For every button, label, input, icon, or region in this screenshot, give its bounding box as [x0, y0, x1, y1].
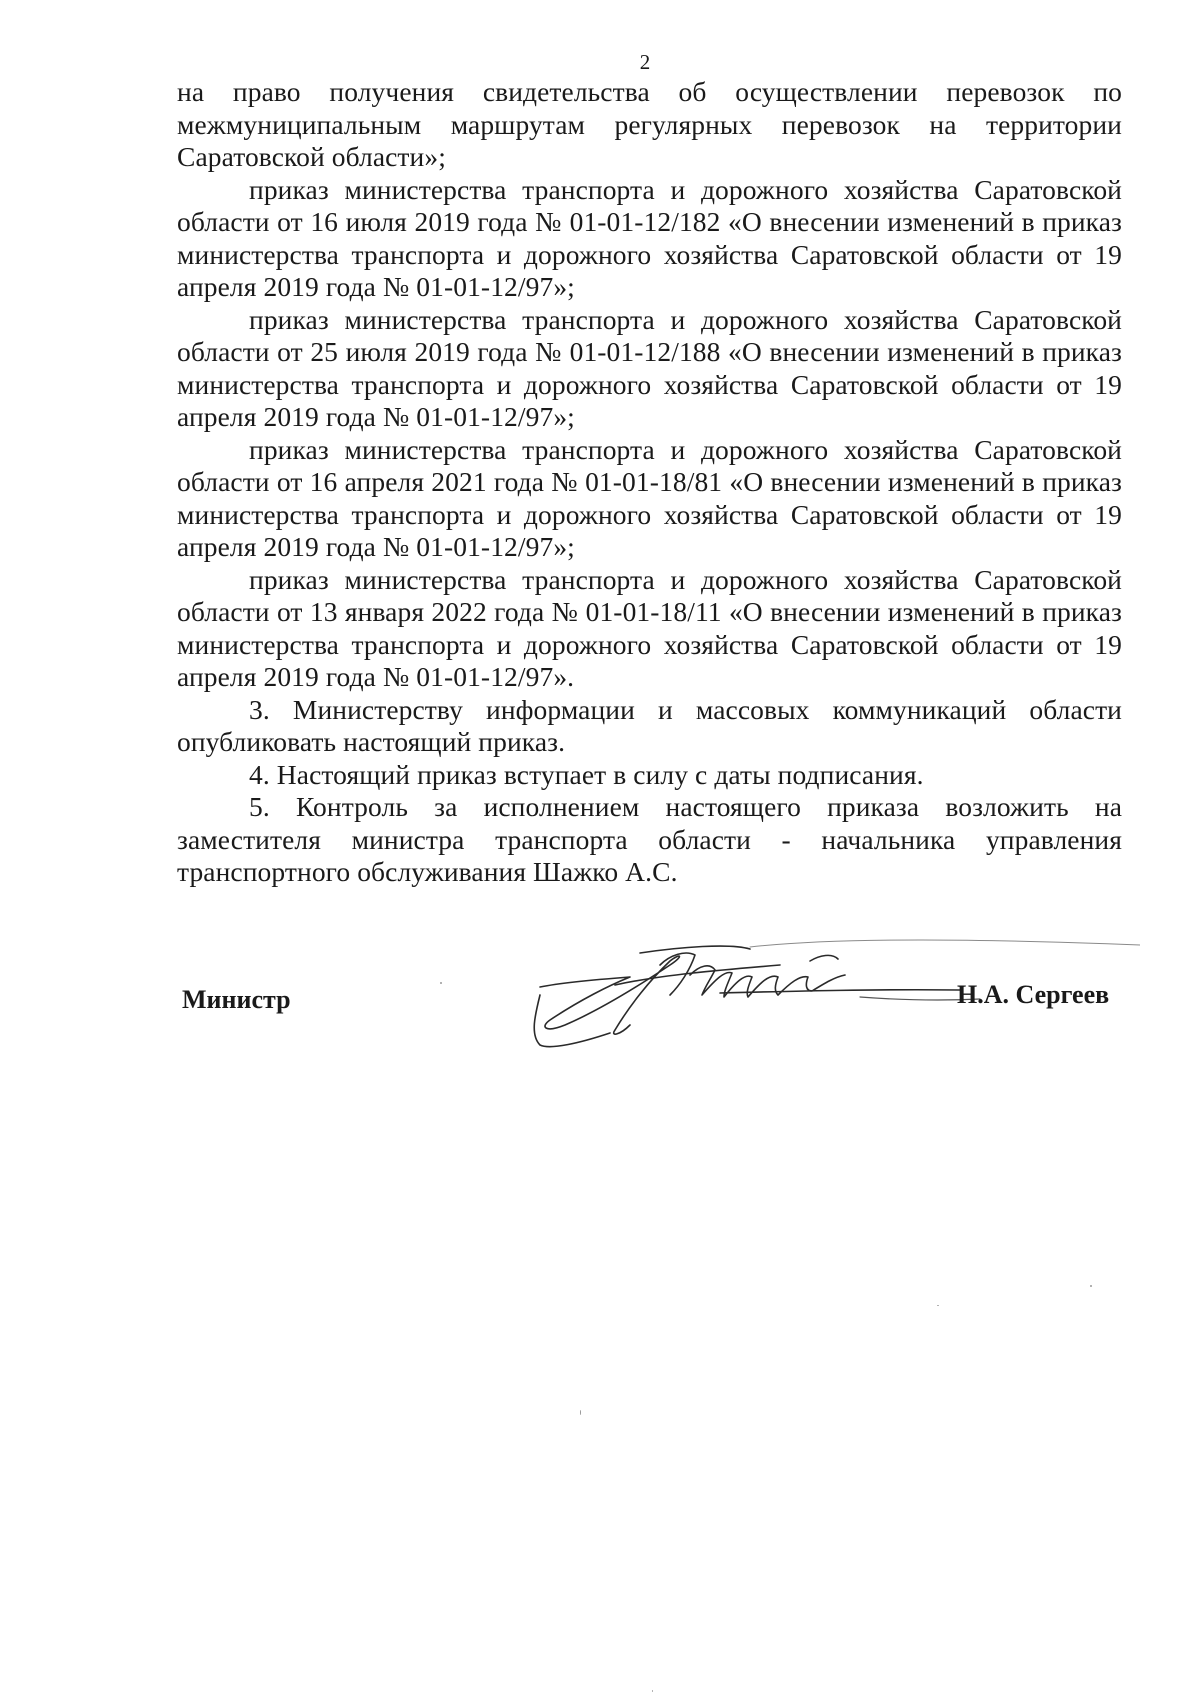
paragraph: на право получения свидетельства об осуществлении перевозок по межмуниципальным маршрутам регулярных перевозок на территории Саратовской области»; [177, 76, 1122, 172]
signatory-title: Министр [182, 985, 291, 1014]
signatory-name: Н.А. Сергеев [957, 980, 1110, 1009]
paragraph: 4. Настоящий приказ вступает в силу с даты подписания. [249, 758, 924, 790]
paragraph: 5. Контроль за исполнением настоящего приказа возложить на заместителя министра транспорта области - начальника управления транспортного обслуживания Шажко А.С. [177, 791, 1122, 887]
document-body [177, 76, 1122, 889]
scan-speck [937, 1305, 939, 1306]
scan-speck [652, 1690, 653, 1692]
paragraph: приказ министерства транспорта и дорожного хозяйства Саратовской области от 13 января 2022 года № 01-01-18/11 «О внесении изменений в приказ министерства транспорта и дорожного хозяйства Саратовской области от 19 апреля 2019 года № 01-01-12/97». [177, 563, 1122, 692]
scan-speck [1090, 1285, 1092, 1287]
paragraph: приказ министерства транспорта и дорожного хозяйства Саратовской области от 16 апреля 2021 года № 01-01-18/81 «О внесении изменений в приказ министерства транспорта и дорожного хозяйства Саратовской области от 19 апреля 2019 года № 01-01-12/97»; [177, 433, 1122, 562]
signature-block [0, 925, 1200, 1075]
paragraph: приказ министерства транспорта и дорожного хозяйства Саратовской области от 25 июля 2019 года № 01-01-12/188 «О внесении изменений в приказ министерства транспорта и дорожного хозяйства Саратовской области от 19 апреля 2019 года № 01-01-12/97»; [177, 303, 1122, 432]
scan-speck [580, 1410, 581, 1415]
page-number: 2 [639, 50, 651, 74]
scan-speck [440, 982, 442, 984]
paragraph: приказ министерства транспорта и дорожного хозяйства Саратовской области от 16 июля 2019 года № 01-01-12/182 «О внесении изменений в приказ министерства транспорта и дорожного хозяйства Саратовской области от 19 апреля 2019 года № 01-01-12/97»; [177, 173, 1122, 302]
paragraph: 3. Министерству информации и массовых коммуникаций области опубликовать настоящий приказ. [177, 693, 1122, 757]
